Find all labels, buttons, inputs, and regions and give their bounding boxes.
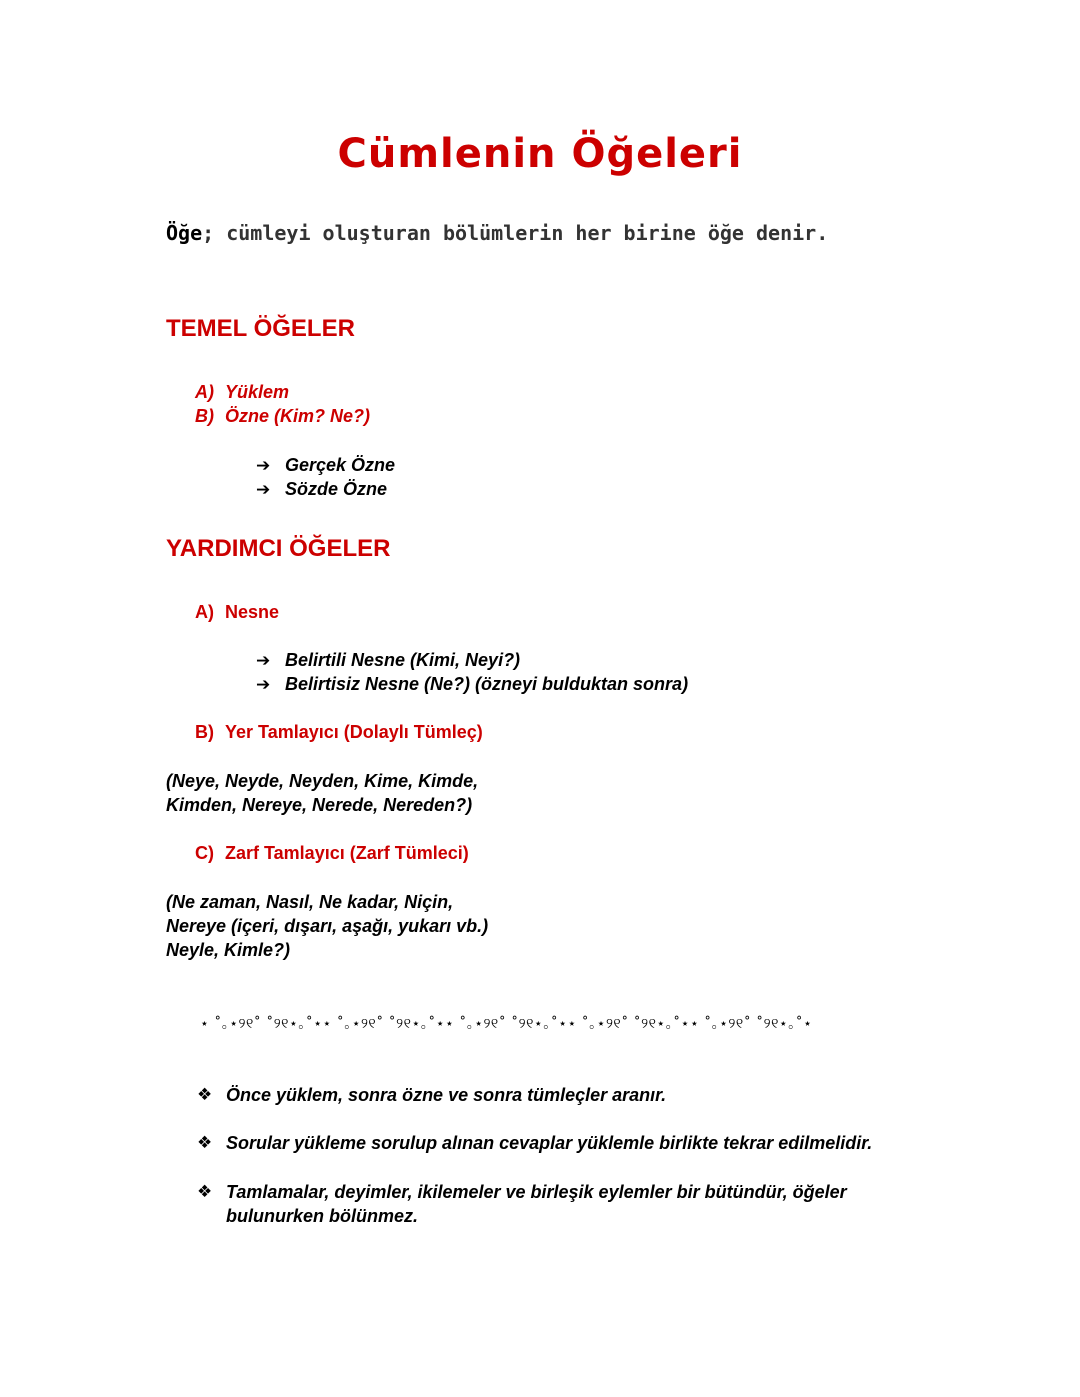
item-letter: C) — [195, 843, 214, 863]
item-label: Nesne — [225, 602, 280, 622]
definition-term: Öğe — [166, 221, 203, 245]
ozne-subitem-sozde — [256, 477, 387, 502]
temel-item-ozne — [195, 404, 370, 428]
subitem-label: Belirtisiz Nesne (Ne?) (özneyi bulduktan sonra) — [285, 674, 689, 694]
note-item — [197, 1083, 897, 1107]
note-text: Tamlamalar, deyimler, ikilemeler ve birleşik eylemler bir bütündür, öğeler bulunurken bölünmez. — [226, 1182, 847, 1226]
definition-text: ; cümleyi oluşturan bölümlerin her birine öğe denir. — [202, 221, 829, 245]
zarf-questions-line: Nereye (içeri, dışarı, aşağı, yukarı vb.) — [166, 916, 489, 936]
diamond-bullet-icon: ❖ — [197, 1085, 213, 1105]
item-letter: A) — [195, 382, 214, 402]
item-label: Yer Tamlayıcı (Dolaylı Tümleç) — [225, 722, 483, 742]
item-label: Yüklem — [225, 382, 290, 402]
note-item — [197, 1131, 897, 1155]
arrow-icon: ➔ — [256, 651, 271, 671]
zarf-questions-line: (Ne zaman, Nasıl, Ne kadar, Niçin, — [166, 892, 454, 912]
note-text: Önce yüklem, sonra özne ve sonra tümleçler aranır. — [226, 1085, 667, 1105]
yer-questions-line: (Neye, Neyde, Neyden, Kime, Kimde, — [166, 771, 479, 791]
yardimci-heading: YARDIMCI ÖĞELER — [166, 535, 391, 562]
zarf-questions-line: Neyle, Kimle?) — [166, 940, 291, 960]
item-label: Zarf Tamlayıcı (Zarf Tümleci) — [225, 843, 469, 863]
ozne-subitem-gercek — [256, 453, 395, 478]
yer-questions-line: Kimden, Nereye, Nerede, Nereden?) — [166, 795, 473, 815]
item-letter: A) — [195, 602, 214, 622]
subitem-label: Gerçek Özne — [285, 455, 396, 475]
nesne-subitem-belirtili — [256, 648, 520, 673]
diamond-bullet-icon: ❖ — [197, 1182, 213, 1202]
page-title: Cümlenin Öğeleri — [337, 131, 743, 177]
yardimci-item-nesne — [195, 600, 279, 624]
temel-heading: TEMEL ÖĞELER — [166, 315, 355, 342]
item-letter: B) — [195, 406, 214, 426]
item-letter: B) — [195, 722, 214, 742]
yardimci-item-zarf — [195, 841, 469, 865]
item-label: Özne (Kim? Ne?) — [225, 406, 371, 426]
definition — [166, 218, 828, 248]
nesne-subitem-belirtisiz — [256, 672, 688, 697]
subitem-label: Sözde Özne — [285, 479, 388, 499]
diamond-bullet-icon: ❖ — [197, 1133, 213, 1153]
arrow-icon: ➔ — [256, 480, 271, 500]
arrow-icon: ➔ — [256, 675, 271, 695]
temel-item-yuklem — [195, 380, 289, 404]
note-item — [197, 1180, 877, 1228]
yardimci-item-yer — [195, 720, 483, 744]
ornament-divider: ⋆ ˚｡⋆୨୧˚ ˚୨୧⋆｡˚⋆⋆ ˚｡⋆୨୧˚ ˚୨୧⋆｡˚⋆⋆ ˚｡⋆୨୧˚ ˚୨୧⋆｡˚⋆⋆ ˚｡⋆୨୧˚ ˚୨୧⋆｡˚⋆⋆ ˚｡⋆୨୧˚ ˚୨୧⋆｡˚⋆ — [200, 1016, 813, 1032]
note-text: Sorular yükleme sorulup alınan cevaplar yüklemle birlikte tekrar edilmelidir. — [226, 1133, 873, 1153]
arrow-icon: ➔ — [256, 456, 271, 476]
subitem-label: Belirtili Nesne (Kimi, Neyi?) — [285, 650, 521, 670]
